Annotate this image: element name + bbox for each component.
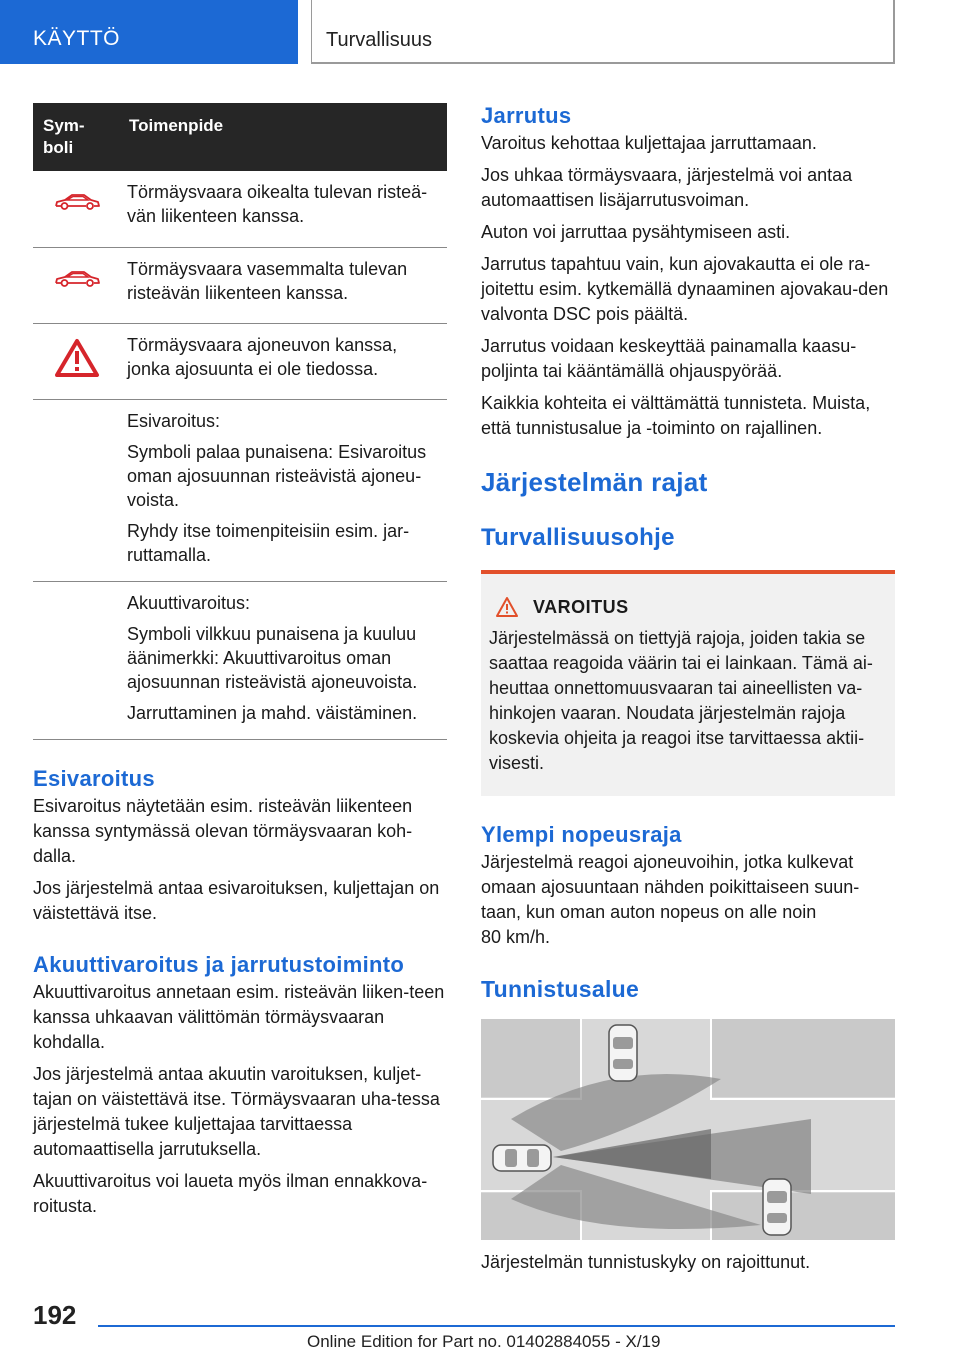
section-esivaroitus [33, 766, 447, 926]
rajat-heading: Järjestelmän rajat [481, 467, 708, 497]
symbol-cell [33, 171, 119, 247]
symbol-cell [33, 247, 119, 323]
jarrutus-p5: Jarrutus voidaan keskeyttää painamalla kaasu-poljinta tai kääntämällä ohjauspyörää. [481, 336, 857, 381]
esivaroitus-p2: Jos järjestelmä antaa esivaroituksen, kuljettajan on väistettävä itse. [33, 877, 440, 923]
jarrutus-p4: Jarrutus tapahtuu vain, kun ajovakautta ei ole ra-joitettu esim. kytkemällä dynaaminen ajovakau-den valvonta DSC pois päältä. [481, 254, 889, 324]
nopeus-heading: Ylempi nopeusraja [481, 822, 682, 847]
car-side-icon [53, 270, 101, 288]
car-top-icon [609, 1025, 637, 1081]
symbol-table [33, 103, 447, 740]
symbol-cell [33, 399, 119, 581]
footer-edition: Online Edition for Part no. 01402884055 - X/19 [307, 1332, 661, 1351]
turvallisuusohje-heading: Turvallisuusohje [481, 524, 675, 551]
footer-rule [98, 1325, 895, 1327]
action-cell: Akuuttivaroitus: Symboli vilkkuu punaisena ja kuuluu äänimerkki: Akuuttivaroitus oman ajosuunnan risteävistä ajoneuvoista. Jarruttaminen ja mahd. väistäminen. [119, 581, 447, 739]
warning-label: VAROITUS [533, 596, 629, 617]
car-side-icon [53, 193, 101, 211]
table-row [33, 399, 447, 581]
action-cell: Törmäysvaara ajoneuvon kanssa, jonka ajosuunta ei ole tiedossa. [119, 323, 447, 399]
akuutti-p3: Akuuttivaroitus voi laueta myös ilman ennakkova-roitusta. [33, 1170, 428, 1216]
warning-triangle-icon [495, 596, 519, 618]
car-ego-icon [493, 1145, 551, 1171]
car-bottom-icon [763, 1179, 791, 1235]
jarrutus-p3: Auton voi jarruttaa pysähtymiseen asti. [481, 222, 791, 242]
warning-triangle-icon [54, 338, 100, 378]
action-cell: Esivaroitus: Symboli palaa punaisena: Esivaroitus oman ajosuunnan risteävistä ajoneu-voista. Ryhdy itse toimenpiteisiin esim. jar-ruttamalla. [119, 399, 447, 581]
action-cell: Törmäysvaara vasemmalta tulevan risteävän liikenteen kanssa. [119, 247, 447, 323]
jarrutus-heading: Jarrutus [481, 103, 572, 128]
section-tunnistus [481, 976, 895, 1275]
header-section-label: KÄYTTÖ [33, 27, 121, 50]
warning-title [489, 596, 887, 618]
symbol-cell [33, 581, 119, 739]
section-akuutti [33, 952, 447, 1219]
left-column [33, 103, 447, 1219]
esivaroitus-heading: Esivaroitus [33, 765, 155, 791]
right-column [481, 103, 895, 1275]
esivaroitus-p1: Esivaroitus näytetään esim. risteävän liikenteen kanssa syntymässä olevan törmäysvaaran koh-dalla. [33, 795, 413, 866]
page-number: 192 [33, 1300, 77, 1330]
detection-area-illustration [481, 1019, 895, 1240]
akuutti-p1: Akuuttivaroitus annetaan esim. risteävän liiken-teen kanssa uhkaavan välittömän törmäysvaaran kohdalla. [33, 981, 445, 1052]
header-section-tab [0, 0, 298, 64]
header-chapter-label: Turvallisuus [326, 29, 432, 51]
warning-text: Järjestelmässä on tiettyjä rajoja, joiden takia se saattaa reagoida väärin tai ei lainkaan. Tämä ai-heuttaa onnettomuusvaaran tai aineellisten va-hinkojen vaaran. Noudata järjestelmän rajoja koskevia ohjeita ja reagoi itse tarvittaessa aktii-visesti. [489, 628, 873, 773]
table-row [33, 323, 447, 399]
figure-caption: Järjestelmän tunnistuskyky on rajoittunut. [481, 1252, 811, 1272]
col-header-symbol: Sym- boli [33, 103, 119, 171]
jarrutus-p6: Kaikkia kohteita ei välttämättä tunnisteta. Muista, että tunnistusalue ja -toiminto on rajallinen. [481, 393, 871, 438]
warning-box [481, 570, 895, 796]
action-cell: Törmäysvaara oikealta tulevan risteä-vän liikenteen kanssa. [119, 171, 447, 247]
table-row [33, 581, 447, 739]
akuutti-heading: Akuuttivaroitus ja jarrutustoiminto [33, 951, 405, 977]
table-row [33, 247, 447, 323]
col-header-action: Toimenpide [119, 103, 447, 171]
jarrutus-p2: Jos uhkaa törmäysvaara, järjestelmä voi antaa automaattisen lisäjarrutusvoiman. [481, 165, 853, 210]
nopeus-p1: Järjestelmä reagoi ajoneuvoihin, jotka kulkevat omaan ajosuuntaan nähden poikittaiseen suun-taan, kun oman auton nopeus on alle noin 80 km/h. [481, 852, 860, 947]
akuutti-p2: Jos järjestelmä antaa akuutin varoituksen, kuljet-tajan on väistettävä itse. Törmäysvaaran uha-tessa järjestelmä tukee kuljettajaa tarvittaessa automaattisella jarrutuksella. [33, 1063, 440, 1159]
section-nopeus [481, 822, 895, 950]
header-chapter-tab [311, 0, 895, 64]
jarrutus-p1: Varoitus kehottaa kuljettajaa jarruttamaan. [481, 133, 817, 153]
tunnistus-heading: Tunnistusalue [481, 976, 640, 1002]
table-header-row [33, 103, 447, 171]
section-jarrutus [481, 103, 895, 441]
table-row [33, 171, 447, 247]
symbol-cell [33, 323, 119, 399]
